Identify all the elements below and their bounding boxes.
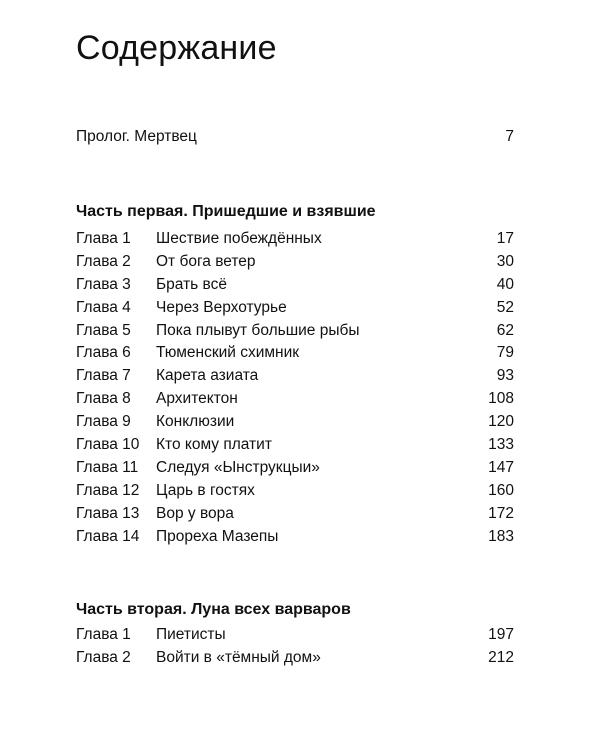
chapter-page-number: 197 xyxy=(488,626,514,643)
chapter-page-number: 133 xyxy=(488,436,514,454)
chapter-label: Глава 3 xyxy=(76,275,131,293)
chapter-title: Следуя «Ынструкцыи» xyxy=(156,458,320,476)
chapter-page-number: 212 xyxy=(488,648,514,666)
part-one-chapter-list xyxy=(76,228,514,548)
chapter-label: Глава 1 xyxy=(76,230,131,247)
chapter-label: Глава 2 xyxy=(76,648,131,666)
chapter-page-number: 52 xyxy=(496,298,514,316)
chapter-title: Шествие побеждённых xyxy=(156,230,322,247)
part-two-title: Часть вторая. Луна всех варваров xyxy=(76,601,351,618)
chapter-label: Глава 9 xyxy=(76,413,131,431)
toc-entry[interactable] xyxy=(76,503,514,526)
chapter-title: Брать всё xyxy=(156,275,227,293)
chapter-label: Глава 11 xyxy=(76,458,139,476)
chapter-page-number: 183 xyxy=(488,527,514,545)
toc-entry[interactable] xyxy=(76,274,514,297)
chapter-page-number: 108 xyxy=(488,390,514,408)
chapter-page-number: 120 xyxy=(488,413,514,431)
toc-entry[interactable] xyxy=(76,457,514,480)
toc-entry[interactable] xyxy=(76,320,514,343)
chapter-label: Глава 7 xyxy=(76,367,131,385)
chapter-page-number: 30 xyxy=(496,252,514,270)
toc-entry[interactable] xyxy=(76,228,514,251)
prologue-entry[interactable] xyxy=(76,128,514,150)
chapter-label: Глава 6 xyxy=(76,344,131,362)
chapter-title: Пиетисты xyxy=(156,626,226,643)
toc-entry[interactable] xyxy=(76,342,514,365)
chapter-label: Глава 1 xyxy=(76,626,131,643)
chapter-title: Вор у вора xyxy=(156,504,234,522)
toc-entry[interactable] xyxy=(76,480,514,503)
toc-entry[interactable] xyxy=(76,251,514,274)
toc-entry[interactable] xyxy=(76,388,514,411)
chapter-label: Глава 13 xyxy=(76,504,140,522)
part-one-title: Часть первая. Пришедшие и взявшие xyxy=(76,203,376,220)
chapter-title: Через Верхотурье xyxy=(156,298,287,316)
toc-entry[interactable] xyxy=(76,434,514,457)
chapter-title: Кто кому платит xyxy=(156,436,272,454)
chapter-title: Архитектон xyxy=(156,390,238,408)
chapter-label: Глава 14 xyxy=(76,527,140,545)
chapter-title: Войти в «тёмный дом» xyxy=(156,648,321,666)
chapter-page-number: 160 xyxy=(488,481,514,499)
chapter-title: Тюменский схимник xyxy=(156,344,300,362)
chapter-page-number: 93 xyxy=(496,367,514,385)
chapter-title: Карета азиата xyxy=(156,367,259,385)
chapter-page-number: 79 xyxy=(496,344,514,362)
part-two-section xyxy=(76,598,514,670)
toc-entry[interactable] xyxy=(76,647,514,670)
page-title: Содержание xyxy=(76,29,277,67)
toc-entry[interactable] xyxy=(76,411,514,434)
chapter-label: Глава 5 xyxy=(76,321,131,339)
chapter-label: Глава 4 xyxy=(76,298,131,316)
chapter-page-number: 62 xyxy=(496,321,514,339)
chapter-page-number: 40 xyxy=(496,275,514,293)
chapter-label: Глава 12 xyxy=(76,481,140,499)
toc-entry[interactable] xyxy=(76,624,514,647)
chapter-page-number: 17 xyxy=(496,230,514,247)
chapter-page-number: 172 xyxy=(488,504,514,522)
chapter-title: От бога ветер xyxy=(156,252,256,270)
chapter-label: Глава 10 xyxy=(76,436,140,454)
chapter-title: Прореха Мазепы xyxy=(156,527,279,545)
chapter-label: Глава 2 xyxy=(76,252,131,270)
part-one-section xyxy=(76,200,514,548)
chapter-title: Конклюзии xyxy=(156,413,235,431)
toc-entry[interactable] xyxy=(76,526,514,549)
part-two-chapter-list xyxy=(76,624,514,670)
chapter-page-number: 147 xyxy=(488,458,514,476)
prologue-title: Пролог. Мертвец xyxy=(76,128,197,145)
chapter-label: Глава 8 xyxy=(76,390,131,408)
prologue-page-number: 7 xyxy=(505,128,514,145)
toc-entry[interactable] xyxy=(76,297,514,320)
chapter-title: Пока плывут большие рыбы xyxy=(156,321,360,339)
chapter-title: Царь в гостях xyxy=(156,481,255,499)
toc-entry[interactable] xyxy=(76,365,514,388)
